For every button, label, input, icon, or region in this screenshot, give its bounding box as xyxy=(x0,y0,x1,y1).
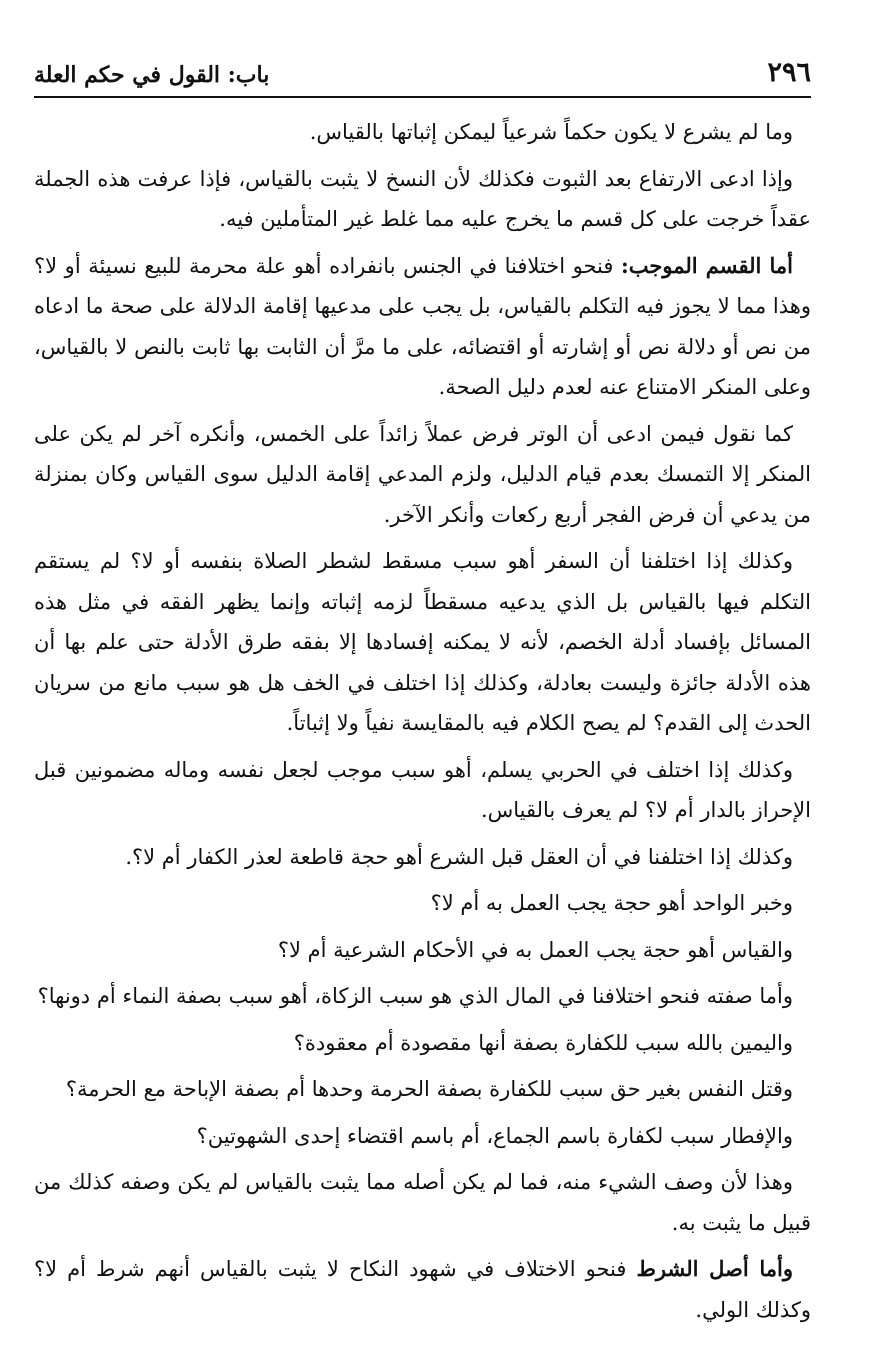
paragraph xyxy=(34,930,811,971)
paragraph-text: كما نقول فيمن ادعى أن الوتر فرض عملاً زائداً على الخمس، وأنكره آخر لم يكن على المنكر إلا التمسك بعدم قيام الدليل، ولزم المدعي إقامة الدليل سوى القياس وكان بمنزلة من يدعي أن فرض الفجر أربع ركعات وأنكر الآخر. xyxy=(34,421,811,527)
paragraph xyxy=(34,414,811,536)
paragraph-text: وكذلك إذا اختلفنا في أن العقل قبل الشرع أهو حجة قاطعة لعذر الكفار أم لا؟. xyxy=(125,844,793,869)
paragraph xyxy=(34,1069,811,1110)
paragraph-text: واليمين بالله سبب للكفارة بصفة أنها مقصودة أم معقودة؟ xyxy=(293,1030,793,1055)
paragraph-text: وما لم يشرع لا يكون حكماً شرعياً ليمكن إثباتها بالقياس. xyxy=(309,120,793,144)
paragraph-text: وكذلك إذا اختلف في الحربي يسلم، أهو سبب موجب لجعل نفسه وماله مضمونين قبل الإحراز بالدار أم لا؟ لم يعرف بالقياس. xyxy=(34,757,811,822)
paragraph xyxy=(34,1162,811,1243)
paragraph-text: وقتل النفس بغير حق سبب للكفارة بصفة الحرمة وحدها أم بصفة الإباحة مع الحرمة؟ xyxy=(65,1077,793,1101)
paragraph-text: والقياس أهو حجة يجب العمل به في الأحكام الشرعية أم لا؟ xyxy=(277,937,793,962)
paragraph-text: فنحو الاختلاف في شهود النكاح لا يثبت بالقياس أنهم شرط أم لا؟ وكذلك الولي. xyxy=(34,1257,811,1322)
paragraph-text: فنحو اختلافنا في الجنس بانفراده أهو علة محرمة للبيع نسيئة أو لا؟ وهذا مما لا يجوز فيه التكلم بالقياس، بل يجب على مدعيها إقامة الدلالة على صحة ما ادعاه من نص أو دلالة نص أو إشارته أو اقتضائه، على ما مرَّ أن الثابت بها ثابت بالنص لا بالقياس، وعلى المنكر الامتناع عنه لعدم دليل الصحة. xyxy=(34,253,811,399)
paragraph xyxy=(34,112,811,153)
paragraph-text: والإفطار سبب لكفارة باسم الجماع، أم باسم اقتضاء إحدى الشهوتين؟ xyxy=(196,1123,793,1148)
paragraph xyxy=(34,159,811,240)
page-body xyxy=(34,112,811,1336)
paragraph-text: وأما صفته فنحو اختلافنا في المال الذي هو سبب الزكاة، أهو سبب بصفة النماء أم دونها؟ xyxy=(37,984,793,1008)
paragraph xyxy=(34,837,811,878)
paragraph-text: وكذلك إذا اختلفنا أن السفر أهو سبب مسقط لشطر الصلاة بنفسه أو لا؟ لم يستقم التكلم فيها بالقياس بل الذي يدعيه مسقطاً لزمه إثباته وإنما يظهر الفقه في مثل هذه المسائل بإفساد أدلة الخصم، لأنه لا يمكنه إفسادها إلا بفقه طرق الأدلة حتى علم بها أن هذه الأدلة جائزة وليست بعادلة، وكذلك إذا اختلف في الخف هل هو سبب مانع من سريان الحدث إلى القدم؟ لم يصح الكلام فيه بالمقايسة نفياً ولا إثباتاً. xyxy=(34,549,811,735)
paragraph-lead: وأما أصل الشرط xyxy=(636,1256,793,1281)
paragraph-lead: أما القسم الموجب: xyxy=(621,252,793,278)
page-number: ٢٩٦ xyxy=(767,57,811,88)
paragraph-text: وخبر الواحد أهو حجة يجب العمل به أم لا؟ xyxy=(430,891,793,915)
paragraph xyxy=(34,541,811,744)
paragraph-text: وهذا لأن وصف الشيء منه، فما لم يكن أصله مما يثبت بالقياس لم يكن وصفه كذلك من قبيل ما يثبت به. xyxy=(34,1170,811,1235)
paragraph-text: وإذا ادعى الارتفاع بعد الثبوت فكذلك لأن النسخ لا يثبت بالقياس، فإذا عرفت هذه الجملة عقداً خرجت على كل قسم ما يخرج عليه مما غلط غير المتأملين فيه. xyxy=(34,166,811,231)
paragraph xyxy=(34,883,811,924)
paragraph xyxy=(34,246,811,408)
paragraph xyxy=(34,976,811,1017)
running-title: باب: القول في حكم العلة xyxy=(34,62,270,88)
page-header xyxy=(34,52,811,98)
paragraph xyxy=(34,1249,811,1330)
paragraph xyxy=(34,1023,811,1064)
paragraph xyxy=(34,750,811,831)
paragraph xyxy=(34,1116,811,1157)
